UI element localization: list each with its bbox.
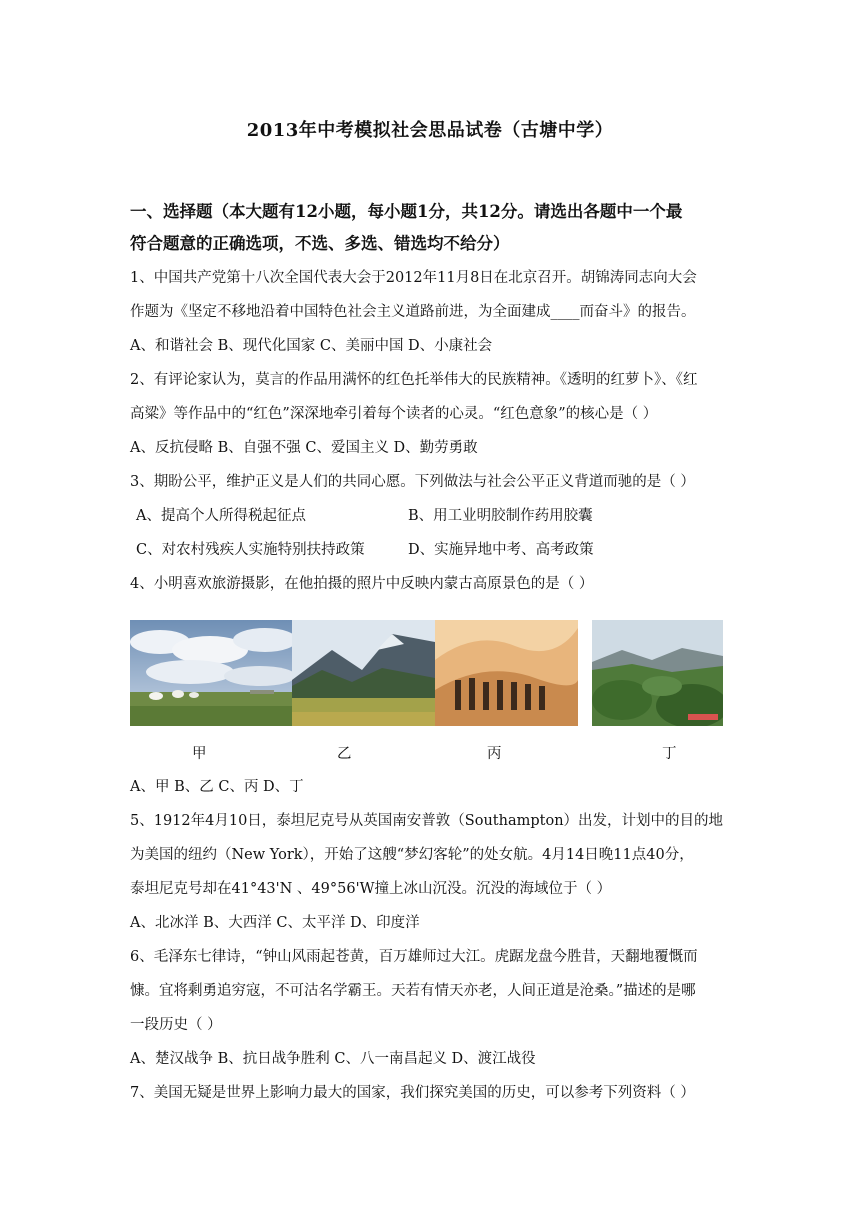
caption-jia: 甲 (192, 746, 207, 762)
forest-hills-photo (592, 620, 723, 726)
question-3-options-row1 (136, 506, 746, 526)
question-4-options: A、甲 B、乙 C、丙 D、丁 (130, 779, 304, 795)
option-b: B、用工业明胶制作药用胶囊 (408, 508, 593, 524)
question-2-line2: 高粱》等作品中的“红色”深深地牵引着每个读者的心灵。“红色意象”的核心是（ ） (130, 406, 658, 422)
caption-bing: 丙 (487, 746, 502, 762)
question-6-line2: 慷。宜将剩勇追穷寇，不可沽名学霸王。天若有情天亦老，人间正道是沧桑。”描述的是哪 (130, 983, 696, 999)
question-1-line2: 作题为《坚定不移地沿着中国特色社会主义道路前进，为全面建成____而奋斗》的报告。 (130, 304, 696, 320)
question-5-line2: 为美国的纽约（New York），开始了这艘“梦幻客轮”的处女航。4月14日晚11点40分， (130, 847, 694, 863)
question-2-options: A、反抗侵略 B、自强不强 C、爱国主义 D、勤劳勇敢 (130, 440, 478, 456)
question-6-options: A、楚汉战争 B、抗日战争胜利 C、八一南昌起义 D、渡江战役 (130, 1051, 536, 1067)
page-title: 2013年中考模拟社会思品试卷（古塘中学） (246, 120, 614, 141)
option-c: C、对农村残疾人实施特别扶持政策 (136, 542, 365, 558)
section-heading-line2: 符合题意的正确选项，不选、多选、错选均不给分） (130, 234, 510, 253)
question-3-line1: 3、期盼公平，维护正义是人们的共同心愿。下列做法与社会公平正义背道而驰的是（ ） (130, 474, 695, 490)
question-7-line1: 7、美国无疑是世界上影响力最大的国家，我们探究美国的历史，可以参考下列资料（ ） (130, 1085, 695, 1101)
caption-yi: 乙 (337, 746, 352, 762)
question-3-options-row2 (136, 540, 746, 560)
grassland-photo (130, 620, 292, 726)
option-d: D、实施异地中考、高考政策 (408, 542, 594, 558)
question-1-line1: 1、中国共产党第十八次全国代表大会于2012年11月8日在北京召开。胡锦涛同志向大会 (130, 270, 697, 286)
question-1-options: A、和谐社会 B、现代化国家 C、美丽中国 D、小康社会 (130, 338, 493, 354)
question-6-line3: 一段历史（ ） (130, 1017, 222, 1033)
caption-ding: 丁 (662, 746, 677, 762)
section-heading-line1: 一、选择题（本大题有12小题，每小题1分，共12分。请选出各题中一个最 (130, 202, 683, 221)
question-6-line1: 6、毛泽东七律诗，“钟山风雨起苍黄，百万雄师过大江。虎踞龙盘今胜昔，天翻地覆慨而 (130, 949, 698, 965)
question-5-line3: 泰坦尼克号却在41°43'N 、49°56'W撞上冰山沉没。沉没的海域位于（ ） (130, 881, 612, 897)
mountain-valley-photo (292, 620, 435, 726)
question-2-line1: 2、有评论家认为，莫言的作品用满怀的红色托举伟大的民族精神。《透明的红萝卜》、《红 (130, 372, 698, 388)
photo-strip (130, 620, 730, 726)
question-5-options: A、北冰洋 B、大西洋 C、太平洋 D、印度洋 (130, 915, 420, 931)
question-5-line1: 5、1912年4月10日，泰坦尼克号从英国南安普敦（Southampton）出发，计划中的目的地 (130, 813, 724, 829)
desert-camel-photo (435, 620, 578, 726)
option-a: A、提高个人所得税起征点 (136, 508, 306, 524)
question-4-line1: 4、小明喜欢旅游摄影，在他拍摄的照片中反映内蒙古高原景色的是（ ） (130, 576, 594, 592)
